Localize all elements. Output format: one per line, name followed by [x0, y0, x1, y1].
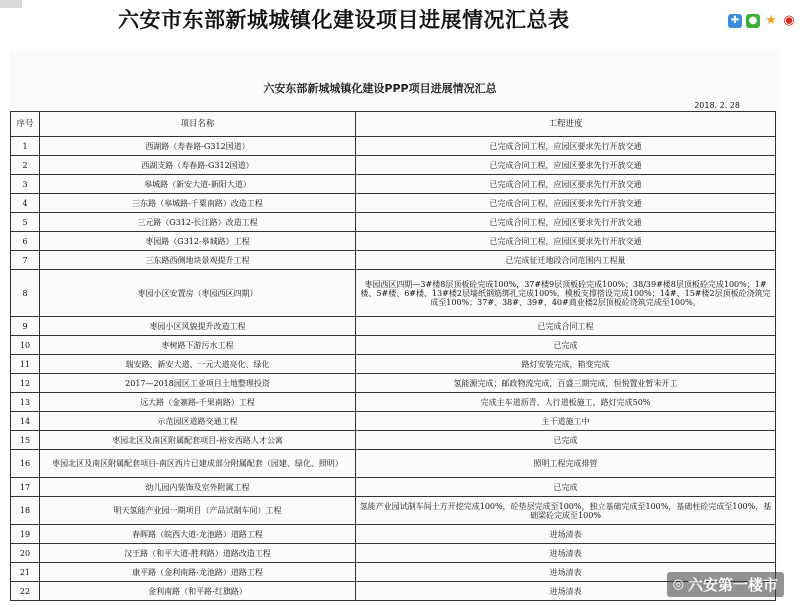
- table-row: [11, 251, 776, 270]
- row-project-name: 枣园路（G312-皋城路）工程: [40, 232, 356, 251]
- row-progress: 已完成合同工程: [356, 317, 776, 336]
- header-progress: 工程进度: [356, 112, 776, 137]
- row-progress: 氢能源完成；邮政物流完成，百盛三期完成，恒悦置业暂未开工: [356, 374, 776, 393]
- header-number: 序号: [11, 112, 40, 137]
- table-row: [11, 544, 776, 563]
- table-row: [11, 194, 776, 213]
- row-number: 14: [11, 412, 40, 431]
- watermark-text: 六安第一楼市: [687, 576, 778, 594]
- row-project-name: 枣园小区风貌提升改造工程: [40, 317, 356, 336]
- table-row: [11, 232, 776, 251]
- row-progress: 进场清表: [356, 582, 776, 601]
- row-number: 5: [11, 213, 40, 232]
- table-row: [11, 431, 776, 450]
- row-number: 8: [11, 270, 40, 317]
- row-number: 16: [11, 450, 40, 478]
- row-progress: 已完成合同工程，应园区要求先行开放交通: [356, 156, 776, 175]
- table-row: [11, 525, 776, 544]
- row-number: 21: [11, 563, 40, 582]
- row-project-name: 汉王路（和平大道-胜利路）道路改造工程: [40, 544, 356, 563]
- row-number: 4: [11, 194, 40, 213]
- row-progress: 照明工程完成排管: [356, 450, 776, 478]
- row-project-name: 皋城路（新安大道-新阳大道）: [40, 175, 356, 194]
- row-number: 10: [11, 336, 40, 355]
- table-row: [11, 156, 776, 175]
- table-row: [11, 478, 776, 497]
- table-row: [11, 497, 776, 525]
- row-number: 11: [11, 355, 40, 374]
- weibo-icon[interactable]: ◉: [783, 13, 795, 28]
- table-row: [11, 355, 776, 374]
- row-project-name: 金利南路（和平路-红旗路）: [40, 582, 356, 601]
- row-progress: 进场清表: [356, 544, 776, 563]
- row-progress: 进场清表: [356, 563, 776, 582]
- row-progress: 主干道施工中: [356, 412, 776, 431]
- table-row: [11, 137, 776, 156]
- row-number: 18: [11, 497, 40, 525]
- table-row: [11, 450, 776, 478]
- share-bar: [728, 14, 796, 28]
- table-header-row: [11, 112, 776, 137]
- row-number: 7: [11, 251, 40, 270]
- row-project-name: 西湖路（寿春路-G312国道）: [40, 137, 356, 156]
- row-number: 15: [11, 431, 40, 450]
- table-row: [11, 563, 776, 582]
- row-number: 6: [11, 232, 40, 251]
- row-progress: 枣园西区四期—3#楼8层顶板砼完成100%，37#楼9层顶板砼完成100%；38/39#楼8层顶板砼完成100%；1#楼、5#楼、6#楼、13#楼2层墙纸钢筋绑扎完成100%，模板支撑搭设完成100%；14#、15#楼2层顶板砼浇筑完成至100%；37#、38#、39#、40#商业楼2层顶板砼浇筑完成至100%。: [356, 270, 776, 317]
- row-progress: 已完成合同工程，应园区要求先行开放交通: [356, 194, 776, 213]
- row-project-name: 西湖支路（寿春路-G312国道）: [40, 156, 356, 175]
- row-number: 3: [11, 175, 40, 194]
- row-project-name: 示范园区道路交通工程: [40, 412, 356, 431]
- row-project-name: 三东路西侧地块景观提升工程: [40, 251, 356, 270]
- row-number: 12: [11, 374, 40, 393]
- row-project-name: 春晖路（皖西大道-龙池路）道路工程: [40, 525, 356, 544]
- row-progress: 已完成征迁地段合同范围内工程量: [356, 251, 776, 270]
- row-project-name: 三元路（G312-长江路）改造工程: [40, 213, 356, 232]
- table-row: [11, 213, 776, 232]
- table-row: [11, 412, 776, 431]
- row-number: 13: [11, 393, 40, 412]
- row-project-name: 远大路（金寨路-千果南路）工程: [40, 393, 356, 412]
- row-progress: 已完成合同工程，应园区要求先行开放交通: [356, 213, 776, 232]
- row-progress: 已完成合同工程，应园区要求先行开放交通: [356, 175, 776, 194]
- row-project-name: 枣园北区及南区附属配套项目-裕安西路人才公寓: [40, 431, 356, 450]
- table-row: [11, 336, 776, 355]
- header-project-name: 项目名称: [40, 112, 356, 137]
- row-progress: 已完成: [356, 336, 776, 355]
- row-project-name: 2017—2018园区工业项目土地整理投资: [40, 374, 356, 393]
- row-project-name: 三东路（皋城路-千粟南路）改造工程: [40, 194, 356, 213]
- row-number: 22: [11, 582, 40, 601]
- row-progress: 已完成合同工程，应园区要求先行开放交通: [356, 137, 776, 156]
- document-title: 六安东部新城城镇化建设PPP项目进展情况汇总: [263, 82, 497, 95]
- row-project-name: 明天氢能产业园一期项目（产品试制车间）工程: [40, 497, 356, 525]
- row-project-name: 瑞安路、新安大道、一元大道亮化、绿化: [40, 355, 356, 374]
- top-left-mark: [0, 0, 22, 8]
- wechat-icon[interactable]: ●: [746, 14, 760, 28]
- table-row: [11, 393, 776, 412]
- row-number: 9: [11, 317, 40, 336]
- row-progress: 已完成: [356, 478, 776, 497]
- page-title: 六安市东部新城城镇化建设项目进展情况汇总表: [118, 8, 570, 32]
- row-progress: 进场清表: [356, 525, 776, 544]
- row-progress: 已完成: [356, 431, 776, 450]
- table-row: [11, 374, 776, 393]
- row-project-name: 幼儿园内装饰及室外附属工程: [40, 478, 356, 497]
- row-project-name: 枣园小区安置房（枣园西区四期）: [40, 270, 356, 317]
- document-date: 2018. 2. 28: [694, 101, 740, 110]
- table-row: [11, 175, 776, 194]
- watermark: [667, 572, 784, 597]
- row-project-name: 枣树路下游污水工程: [40, 336, 356, 355]
- row-progress: 完成主车道沥青、人行道板施工，路灯完成50%: [356, 393, 776, 412]
- row-number: 17: [11, 478, 40, 497]
- table-row: [11, 582, 776, 601]
- row-number: 19: [11, 525, 40, 544]
- row-progress: 路灯安装完成，箱变完成: [356, 355, 776, 374]
- progress-table: [10, 111, 776, 601]
- table-row: [11, 317, 776, 336]
- row-project-name: 康平路（金利南路-龙池路）道路工程: [40, 563, 356, 582]
- row-progress: 氢能产业园试制车间土方开挖完成100%，砼垫层完成至100%，独立基础完成至100%，基础柱砼完成至100%，基础梁砼完成至100%: [356, 497, 776, 525]
- row-progress: 已完成合同工程，应园区要求先行开放交通: [356, 232, 776, 251]
- row-project-name: 枣园北区及南区附属配套项目-南区西片已建成部分附属配套（园建、绿化、照明）: [40, 450, 356, 478]
- row-number: 20: [11, 544, 40, 563]
- row-number: 2: [11, 156, 40, 175]
- wechat-icon: ◎: [672, 577, 684, 592]
- star-icon[interactable]: ★: [765, 13, 777, 28]
- table-row: [11, 270, 776, 317]
- row-number: 1: [11, 137, 40, 156]
- qzone-icon[interactable]: ✚: [728, 14, 742, 28]
